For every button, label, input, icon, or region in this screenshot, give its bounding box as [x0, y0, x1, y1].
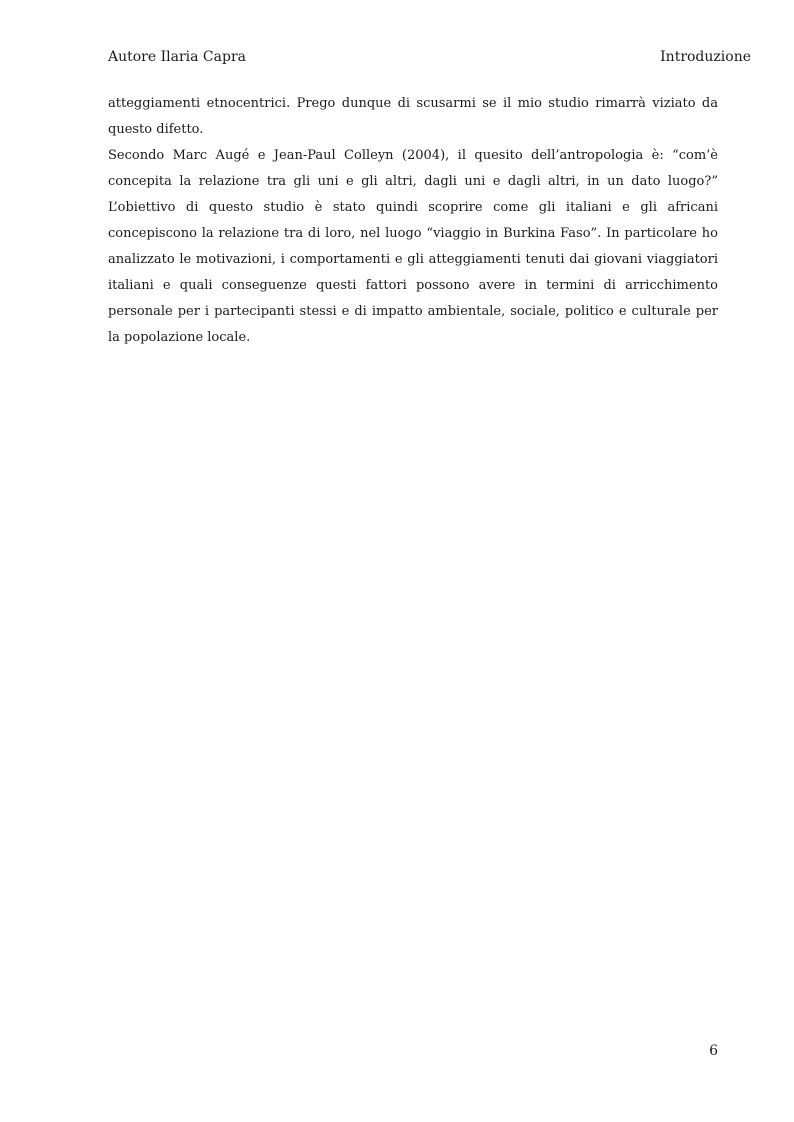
page-number: 6 [709, 1043, 718, 1059]
paragraph-continuation: atteggiamenti etnocentrici. Prego dunque di scusarmi se il mio studio rimarrà viziato da questo difetto. [108, 96, 718, 137]
header-author: Autore Ilaria Capra [108, 49, 246, 65]
paragraph-main: Secondo Marc Augé e Jean-Paul Colleyn (2004), il quesito dell’antropologia è: “com’è concepita la relazione tra gli uni e gli altri, dagli uni e dagli altri, in un dato luogo?” L’obiettivo di questo studio è stato quindi scoprire come gli italiani e gli africani concepiscono la relazione tra di loro, nel luogo “viaggio in Burkina Faso”. In particolare ho analizzato le motivazioni, i comportamenti e gli atteggiamenti tenuti dai giovani viaggiatori italiani e quali conseguenze questi fattori possono avere in termini di arricchimento personale per i partecipanti stessi e di impatto ambientale, sociale, politico e culturale per la popolazione locale. [108, 148, 718, 345]
header-section-title: Introduzione [660, 49, 751, 65]
page-header [108, 47, 751, 67]
body-text [108, 91, 718, 351]
